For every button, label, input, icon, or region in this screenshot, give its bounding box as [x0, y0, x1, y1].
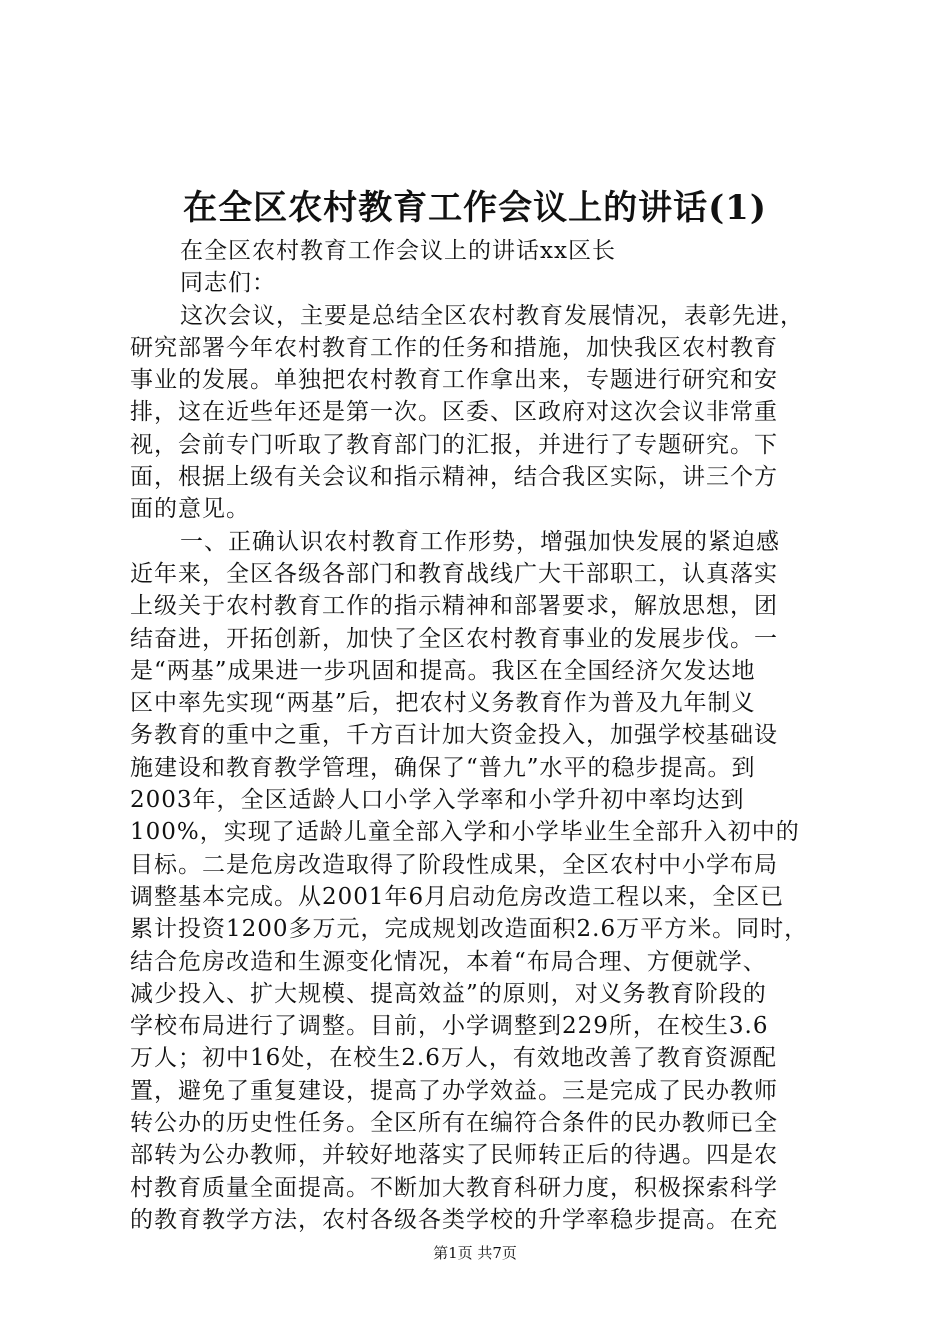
- body-line: 转公办的历史性任务。全区所有在编符合条件的民办教师已全: [130, 1110, 778, 1137]
- body-line: 这次会议，主要是总结全区农村教育发展情况，表彰先进，: [180, 302, 804, 329]
- body-line: 一、正确认识农村教育工作形势，增强加快发展的紧迫感: [180, 528, 780, 555]
- body-line: 是“两基”成果进一步巩固和提高。我区在全国经济欠发达地: [130, 657, 756, 684]
- body-line: 2003年，全区适龄人口小学入学率和小学升初中率均达到: [130, 787, 745, 814]
- body-line: 的教育教学方法，农村各级各类学校的升学率稳步提高。在充: [130, 1206, 778, 1233]
- body-line: 面，根据上级有关会议和指示精神，结合我区实际，讲三个方: [130, 464, 778, 491]
- document-body: [130, 235, 830, 1236]
- body-line: 面的意见。: [130, 496, 250, 523]
- body-line: 调整基本完成。从2001年6月启动危房改造工程以来，全区已: [130, 883, 785, 910]
- body-line: 上级关于农村教育工作的指示精神和部署要求，解放思想，团: [130, 593, 778, 620]
- body-line: 部转为公办教师，并较好地落实了民师转正后的待遇。四是农: [130, 1142, 778, 1169]
- body-line: 100%，实现了适龄儿童全部入学和小学毕业生全部升入初中的: [130, 819, 800, 846]
- body-line: 同志们：: [180, 270, 276, 297]
- body-line: 置，避免了重复建设，提高了办学效益。三是完成了民办教师: [130, 1077, 778, 1104]
- body-line: 务教育的重中之重，千方百计加大资金投入，加强学校基础设: [130, 722, 778, 749]
- body-line: 排，这在近些年还是第一次。区委、区政府对这次会议非常重: [130, 399, 778, 426]
- document-title: 在全区农村教育工作会议上的讲话(1): [183, 188, 767, 228]
- page-number-footer: 第1页 共7页: [433, 1244, 517, 1262]
- body-line: 视，会前专门听取了教育部门的汇报，并进行了专题研究。下: [130, 431, 778, 458]
- body-line: 近年来，全区各级各部门和教育战线广大干部职工，认真落实: [130, 560, 778, 587]
- body-line: 减少投入、扩大规模、提高效益”的原则，对义务教育阶段的: [130, 980, 767, 1007]
- body-line: 累计投资1200多万元，完成规划改造面积2.6万平方米。同时，: [130, 916, 809, 943]
- body-line: 万人；初中16处，在校生2.6万人，有效地改善了教育资源配: [130, 1045, 777, 1072]
- body-line: 事业的发展。单独把农村教育工作拿出来，专题进行研究和安: [130, 367, 778, 394]
- body-line: 施建设和教育教学管理，确保了“普九”水平的稳步提高。到: [130, 754, 756, 781]
- body-line: 目标。二是危房改造取得了阶段性成果，全区农村中小学布局: [130, 851, 778, 878]
- body-line: 结奋进，开拓创新，加快了全区农村教育事业的发展步伐。一: [130, 625, 778, 652]
- body-line: 结合危房改造和生源变化情况，本着“布局合理、方便就学、: [130, 948, 767, 975]
- body-line: 村教育质量全面提高。不断加大教育科研力度，积极探索科学: [130, 1174, 778, 1201]
- body-line: 研究部署今年农村教育工作的任务和措施，加快我区农村教育: [130, 334, 778, 361]
- body-line: 在全区农村教育工作会议上的讲话xx区长: [180, 238, 616, 264]
- body-line: 区中率先实现“两基”后，把农村义务教育作为普及九年制义: [130, 690, 756, 717]
- body-line: 学校布局进行了调整。目前，小学调整到229所，在校生3.6: [130, 1013, 769, 1040]
